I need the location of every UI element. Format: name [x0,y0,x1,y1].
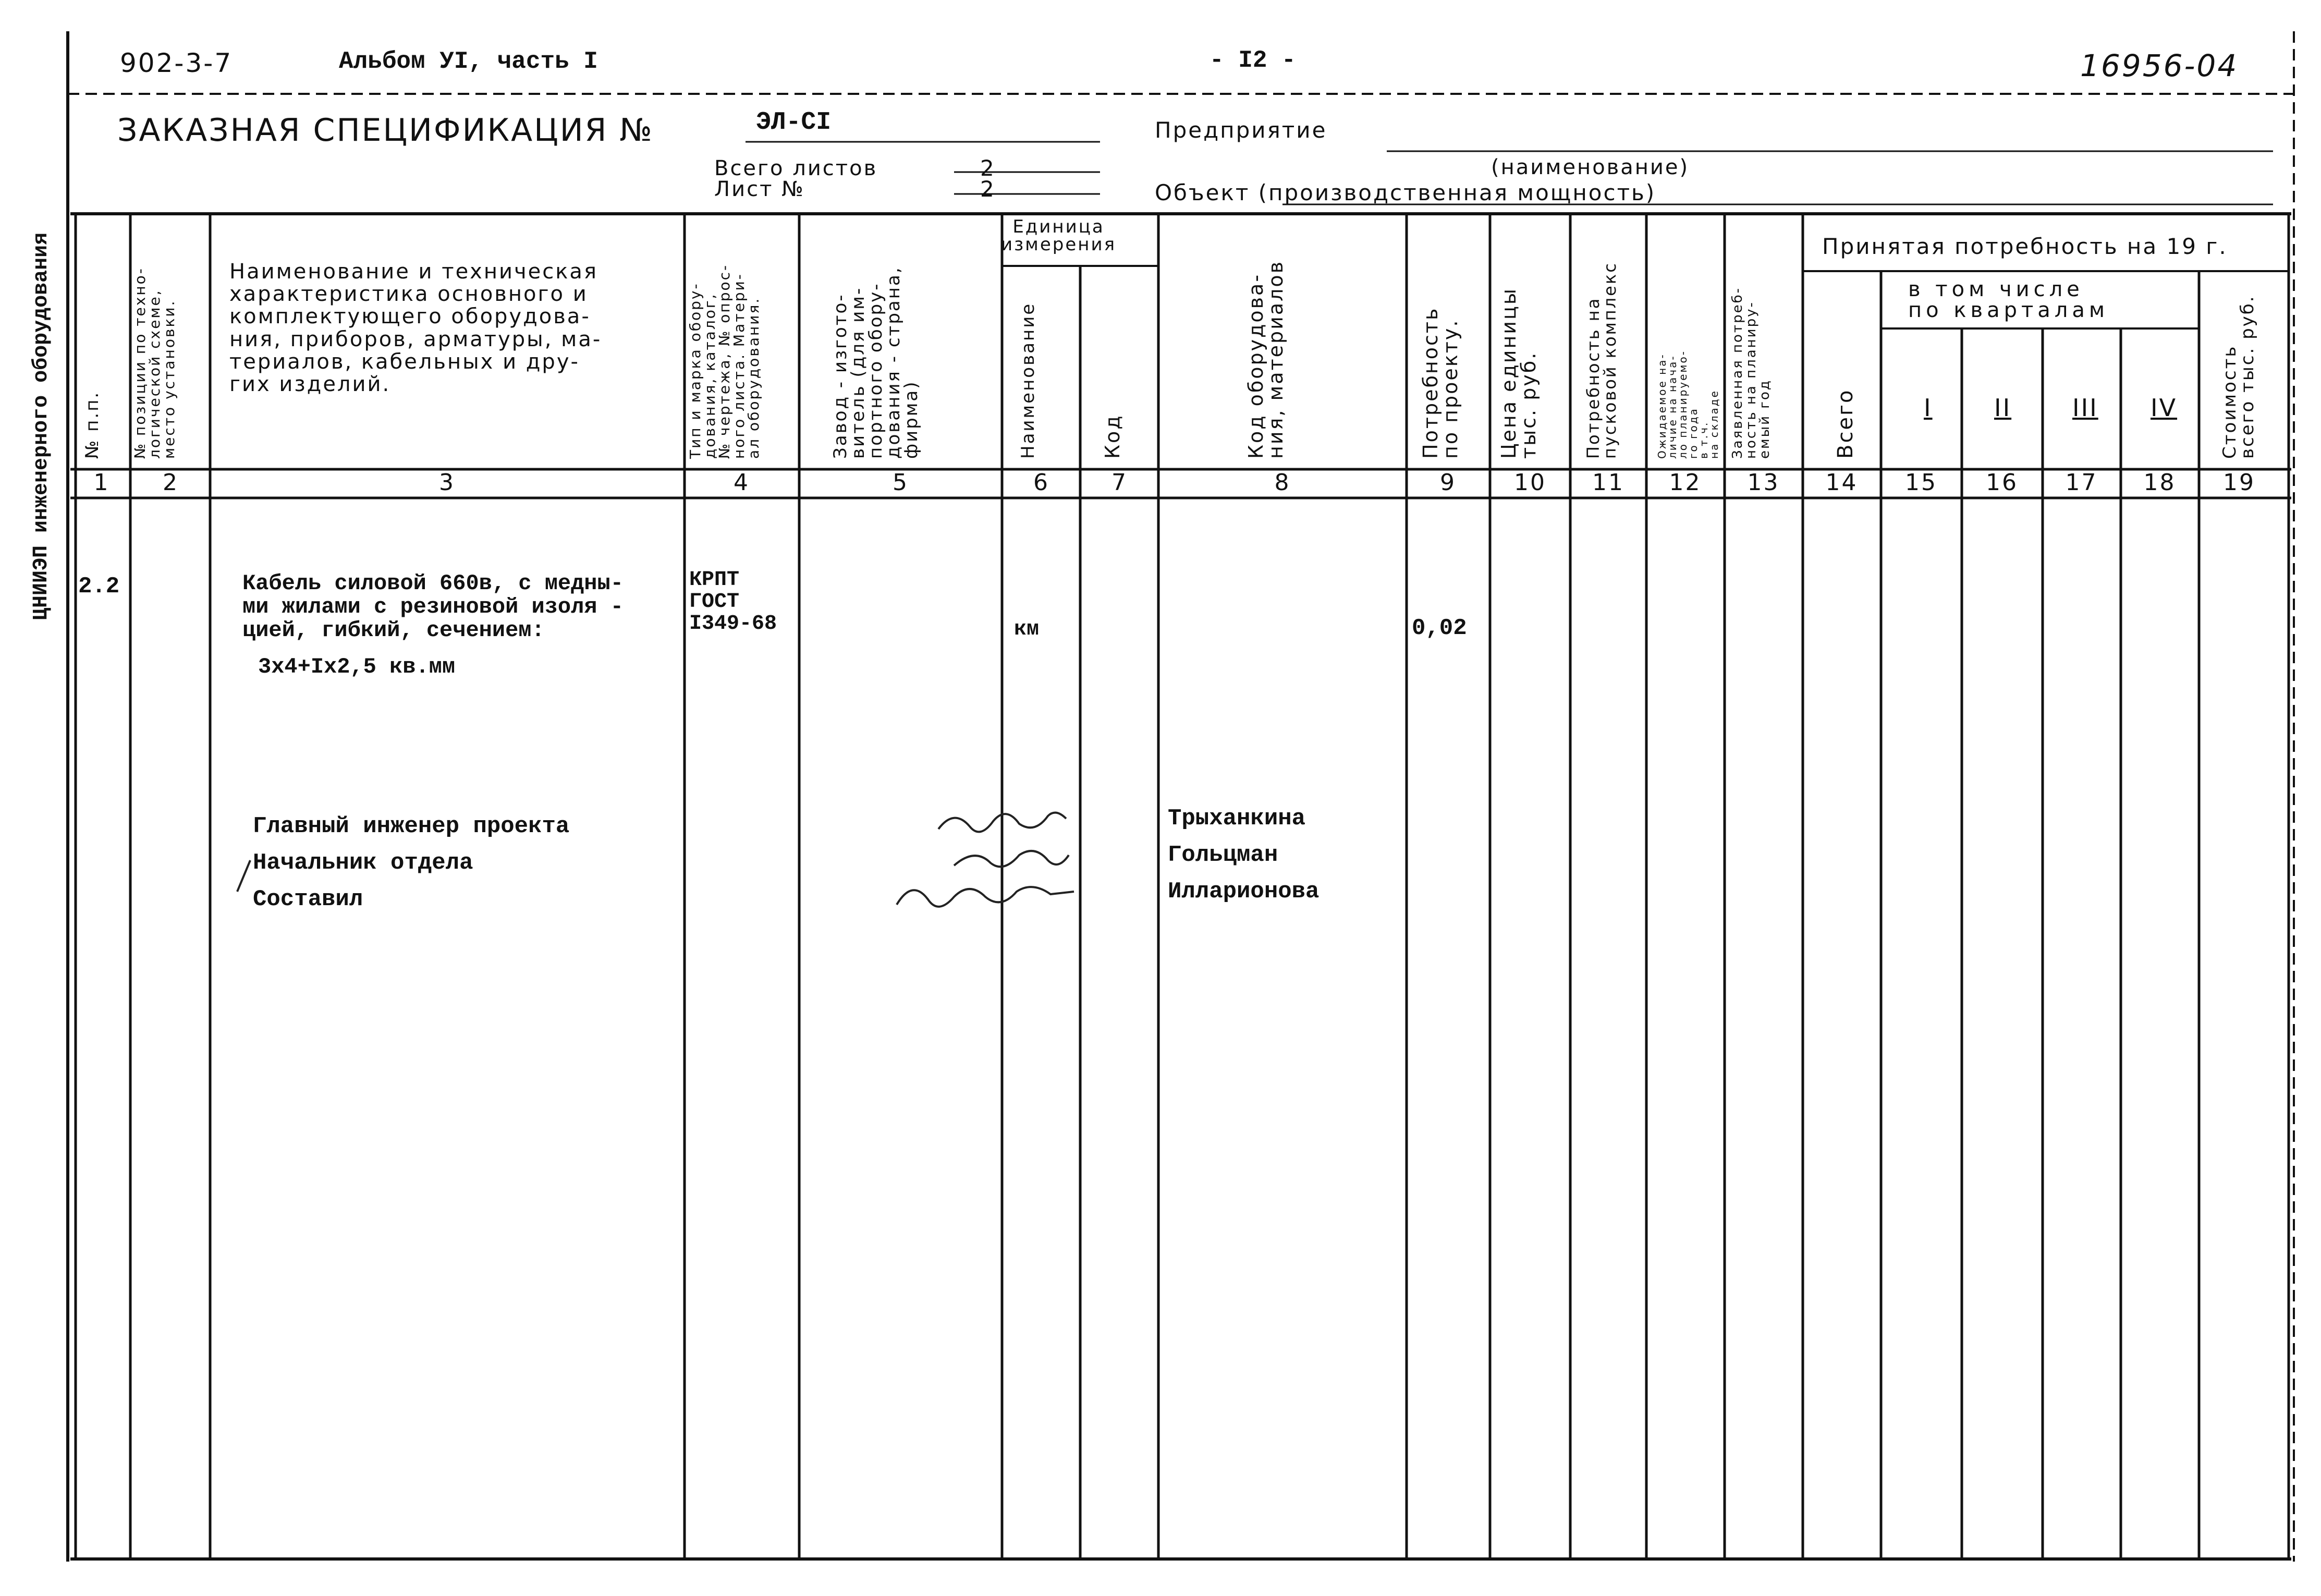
header-c18: IV [2151,394,2178,422]
doc-number: 16956-04 [2080,48,2239,83]
col-number: 11 [1592,469,1624,496]
unit-cell: км [1014,618,1040,641]
type-mark-line: I349-68 [689,612,777,636]
position-cell: 2.2 [78,574,120,600]
col-number: 19 [2223,469,2255,496]
header-c8: Код оборудова- ния, материалов [1244,260,1287,459]
spec-title: ЗАКАЗНАЯ СПЕЦИФИКАЦИЯ № [117,112,654,149]
col-number: 14 [1825,469,1858,496]
header-c12: Ожидаемое на- личие на нача- ло планируемо- го года в т.ч. на складе [1656,350,1720,459]
col-number: 7 [1111,469,1128,496]
col-number: 12 [1669,469,1702,496]
signature-3 [897,887,1074,907]
signature-role: Составил [253,886,363,912]
sheet-no-label: Лист № [714,177,805,201]
col-number: 10 [1514,469,1546,496]
type-mark-line: КРПТ [689,568,740,592]
header-c10: Цена единицы тыс. руб. [1497,287,1540,459]
header-c15: I [1924,394,1933,422]
col-number: 17 [2065,469,2098,496]
header-c7: Код [1101,414,1124,459]
signature-2 [954,851,1069,867]
col-number: 6 [1033,469,1049,496]
header-c5: Завод - изгото- витель (для им- портного обору- дования - страна, фирма) [830,266,922,459]
header-c9: Потребность по проекту. [1419,307,1462,459]
header-c14: Всего [1834,388,1858,459]
description-line: 3х4+Iх2,5 кв.мм [258,654,456,679]
header-c3: Наименование и техническая характеристика основного и комплектующего оборудова- ния, приборов, арматуры, ма- териалов, кабельных и дру- гих изделий. [229,260,602,396]
col-number: 1 [93,469,110,496]
sheet-no: 2 [980,176,996,202]
type-mark-line: ГОСТ [689,590,740,614]
col-number: 2 [163,469,179,496]
header-unit-group: Единица измерения [1001,216,1117,255]
col-number: 15 [1905,469,1937,496]
description-line: цией, гибкий, сечением: [242,618,545,643]
signature-name: Илларионова [1168,879,1320,905]
quantity-cell: 0,02 [1412,615,1467,641]
sheets-total: 2 [980,155,996,181]
header-c16: II [1994,394,2012,422]
naming-label: (наименование) [1491,155,1690,179]
sheets-total-label: Всего листов [714,156,878,180]
col-number: 8 [1274,469,1291,496]
col-number: 16 [1986,469,2018,496]
spec-number: ЭЛ-СI [756,108,832,137]
header-c2: № позиции по техно- логической схеме, место установки. [131,267,178,459]
col-number: 9 [1440,469,1456,496]
header-c17: III [2072,394,2098,422]
header-c11: Потребность на пусковой комплекс [1583,262,1620,459]
signature-role: Главный инженер проекта [253,813,570,839]
header-quarters-group: в том числе по кварталам [1908,277,2109,322]
project-code: 902-3-7 [120,48,233,78]
col-number: 3 [439,469,455,496]
side-margin-label: ЦНИИЭП инженерного оборудования [30,232,53,620]
signature-scribbles [237,813,1074,907]
col-number: 5 [893,469,909,496]
col-number: 4 [734,469,750,496]
signature-name: Трыханкина [1168,806,1306,832]
description-line: Кабель силовой 660в, с медны- [242,571,624,596]
album-label: Альбом УI, часть I [339,48,598,75]
signature-slash [237,860,250,892]
col-number: 18 [2143,469,2176,496]
header-c4: Тип и марка обору- дования, каталог, № чертежа, № опрос- ного листа. Матери- ал оборудования. [687,263,762,459]
description-line: ми жилами с резиновой изоля - [242,594,624,619]
signature-role: Начальник отдела [253,850,473,876]
object-label: Объект (производственная мощность) [1155,180,1656,205]
header-accepted-group: Принятая потребность на 19 г. [1822,234,2228,259]
header-c19: Стоимость всего тыс. руб. [2219,295,2258,459]
page-marker: - I2 - [1210,47,1296,74]
header-c6: Наименование [1018,302,1039,459]
col-number: 13 [1747,469,1780,496]
header-c1: № п.п. [82,391,103,459]
enterprise-label: Предприятие [1155,117,1327,143]
signature-name: Гольцман [1168,842,1278,868]
header-c13: Заявленная потреб- ность на планиру- емый год [1730,287,1773,459]
